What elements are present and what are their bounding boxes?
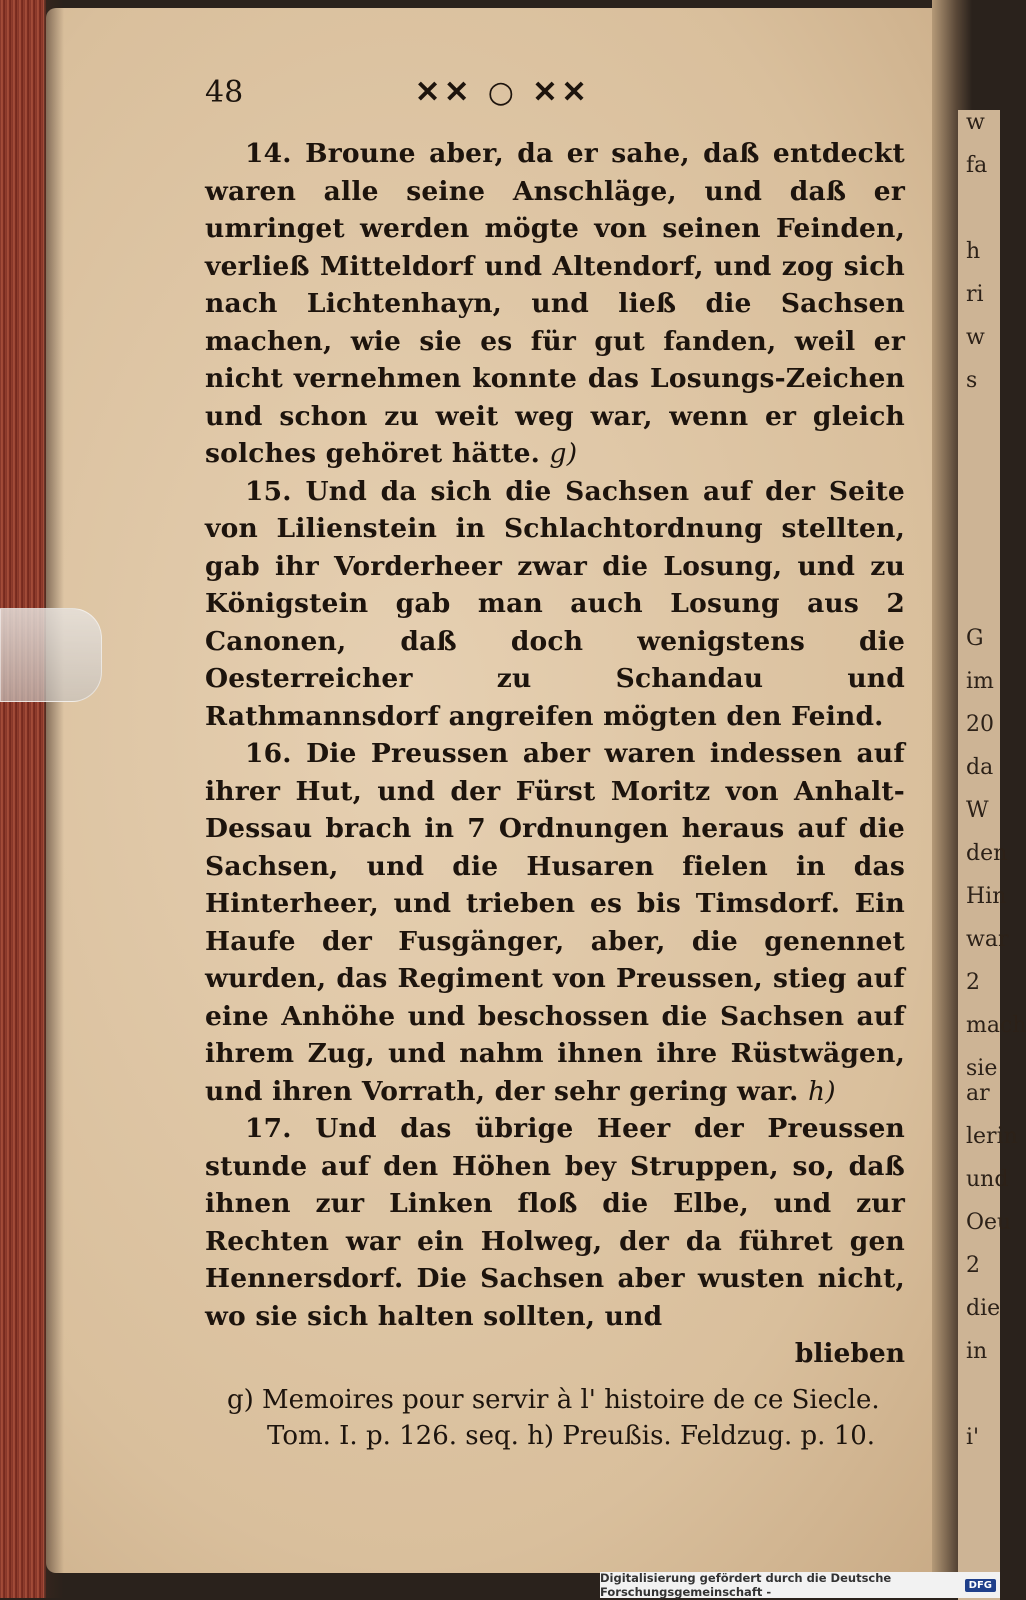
body-text [205,135,905,1335]
next-page-fragment: Oeu [966,1210,1012,1235]
next-page-fragment: i' [966,1425,980,1450]
footnote-ref: g) [549,438,578,469]
next-page-fragment [966,454,1000,479]
next-page-fragment: die [966,1296,1001,1321]
paragraph-text: Die Preussen aber waren indessen auf ihrer Hut, und der Fürst Moritz von Anhalt-Dessau brach in 7 Ordnungen heraus auf die Sachsen, und die Husaren fielen in das Hinterheer, und trieben es bis Timsdorf. Ein Haufe der Fusgänger, aber, die genennet wurden, das Regiment von Preussen, stieg auf eine Anhöhe und beschossen die Sachsen auf ihrem Zug, und nahm ihnen ihre Rüstwägen, und ihren Vorrath, der sehr gering war. [205,738,905,1107]
paragraph-16 [205,735,905,1110]
footnote-g: g) Memoires pour servir à l' histoire de ce Siecle. [227,1385,880,1415]
book-edge [0,0,46,1598]
paragraph-15 [205,473,905,736]
next-page-fragment [966,411,1000,436]
next-page-fragment: h [966,239,981,264]
next-page-fragment: w [966,110,985,135]
page-shadow [44,0,64,1598]
credit-text: Digitalisierung gefördert durch die Deutsche Forschungsgemeinschaft - [600,1571,892,1599]
dfg-logo: DFG [965,1579,996,1592]
next-page-fragment [966,1382,1000,1407]
paragraph-text: Und da sich die Sachsen auf der Seite von Lilienstein in Schlachtordnung stellten, gab ihr Vorderheer zwar die Losung, und zu Königstein gab man auch Losung aus 2 Canonen, daß doch wenigstens die Oesterreicher zu Schandau und Rathmannsdorf angreifen mögten den Feind. [205,475,905,732]
page-header [205,75,905,135]
footnote-ref: h) [808,1075,836,1107]
next-page-fragment: fa [966,153,988,178]
next-page-fragment: mach [966,1013,1026,1038]
page-number: 48 [205,75,244,110]
next-page-fragment: 2 [966,970,980,995]
next-page-fragment: Hin [966,884,1007,909]
next-page-fragment: G [966,626,984,651]
next-page-edge [958,110,1026,1600]
next-page-fragment: war [966,927,1009,952]
paragraph-number: 15. [245,475,292,507]
next-page-fragment: im [966,669,994,694]
paragraph-number: 14. [245,138,292,169]
page-text [205,75,905,1454]
next-page-fragment: da [966,755,994,780]
next-page-fragment: W [966,798,989,823]
catchword: blieben [794,1338,905,1369]
next-page-fragment: lerin [966,1124,1018,1149]
next-page-fragment [966,497,1000,522]
next-page-fragment: 2 [966,1253,980,1278]
paragraph-text: Broune aber, da er sahe, daß entdeckt waren alle seine Anschläge, und daß er umringet werden mögte von seinen Feinden, verließ Mitteldorf und Altendorf, und zog sich nach Lichtenhayn, und ließ die Sachsen machen, wie sie es für gut fanden, weil er nicht vernehmen konnte das Losungs-Zeichen und schon zu weit weg war, wenn er gleich solches gehöret hätte. [205,138,906,469]
next-page-fragment: den [966,841,1008,866]
next-page-fragment [966,196,1000,221]
header-ornament: ✕✕ ○ ✕✕ [415,75,591,110]
next-page-fragment: sie ar [966,1056,998,1106]
bookmark-ribbon [0,608,102,702]
paragraph-14 [205,135,905,473]
paragraph-number: 16. [245,738,292,769]
next-page-fragment: ri [966,282,984,307]
next-page-fragment [966,540,1000,565]
paragraph-number: 17. [245,1113,292,1144]
digitization-credit [600,1572,1000,1598]
next-page-fragment [966,583,1000,608]
paragraph-17 [205,1110,905,1335]
footnotes [205,1382,905,1454]
next-page-fragment: 20 [966,712,994,737]
paragraph-text: Und das übrige Heer der Preussen stunde auf den Höhen bey Struppen, so, daß ihnen zur Linken floß die Elbe, und zur Rechten war ein Holweg, der da führet gen Hennersdorf. Die Sachsen aber wusten nicht, wo sie sich halten sollten, und [205,1113,905,1332]
next-page-fragment: in [966,1339,988,1364]
next-page-fragment: s [966,368,978,393]
footnote-h: Tom. I. p. 126. seq. h) Preußis. Feldzug. p. 10. [267,1421,876,1451]
next-page-fragment: und [966,1167,1009,1192]
next-page-fragment: w [966,325,985,350]
